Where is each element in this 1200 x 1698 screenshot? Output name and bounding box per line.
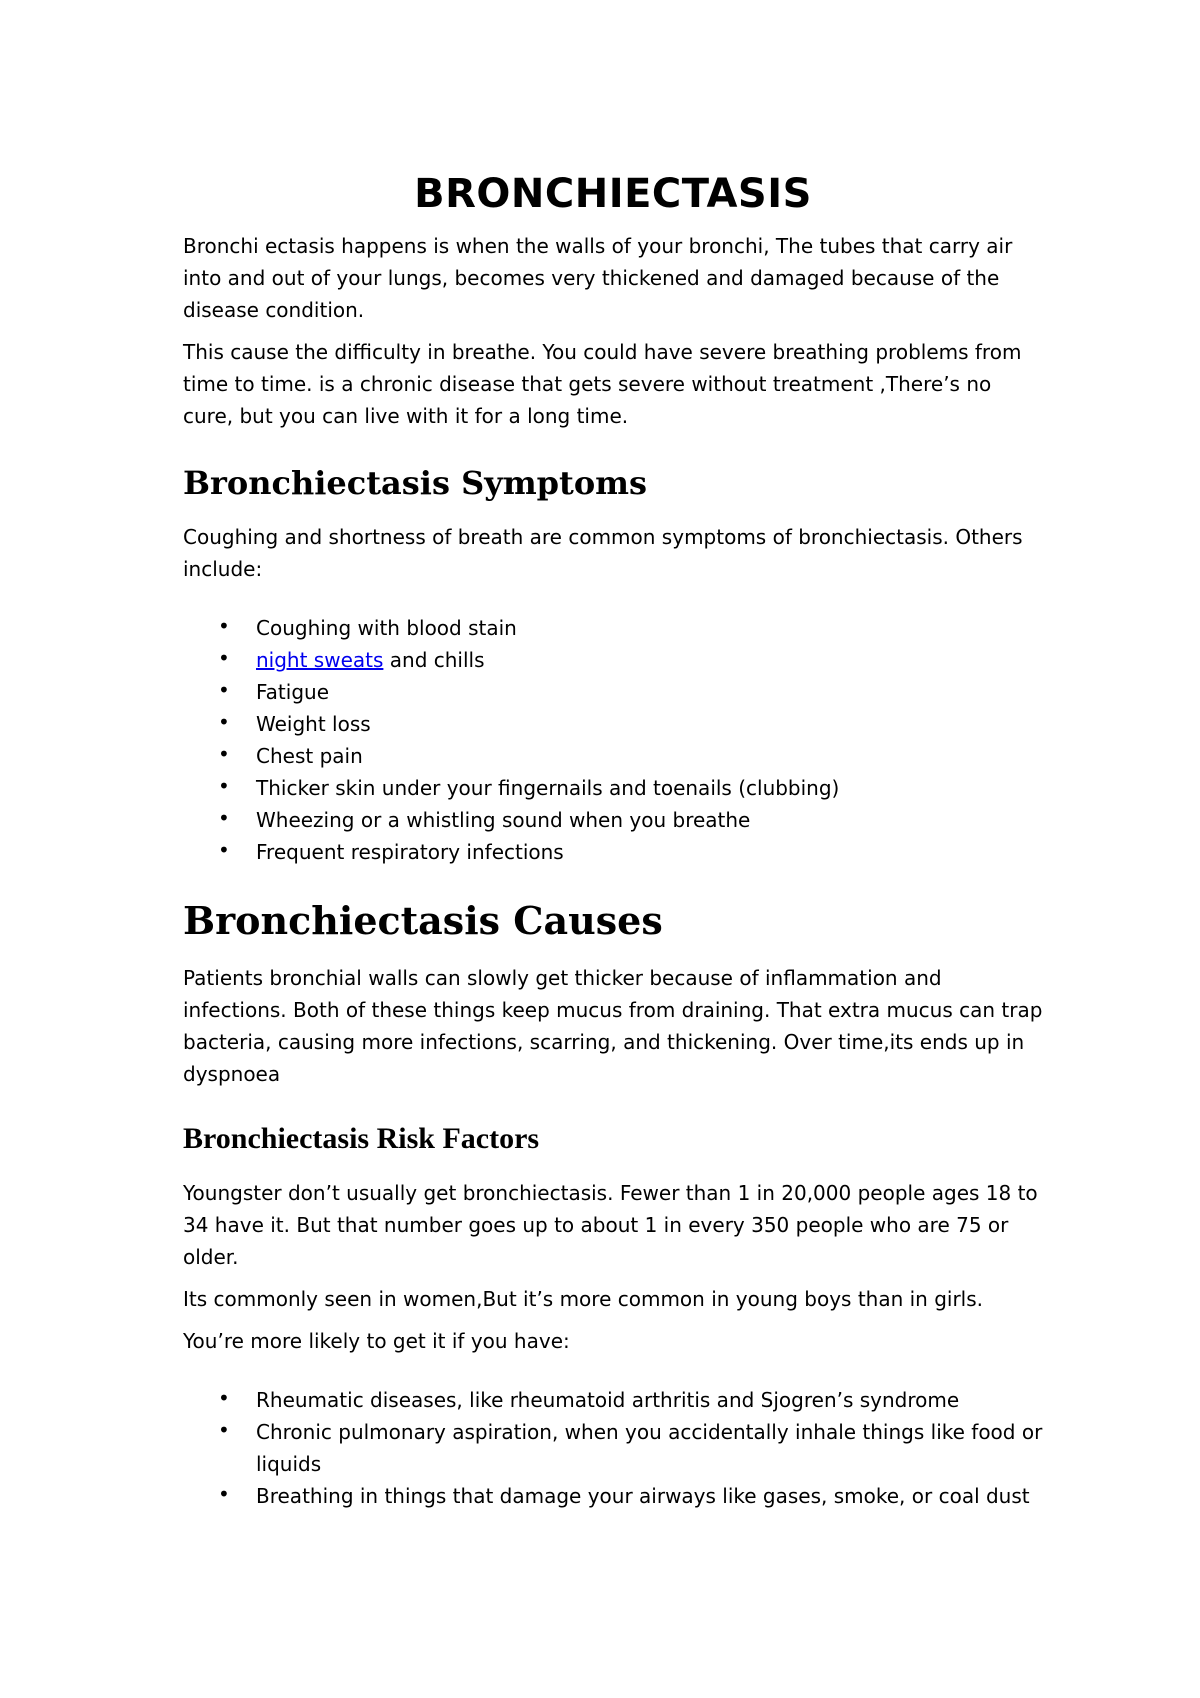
list-item [183,1384,1043,1416]
risk-paragraph-2: Its commonly seen in women,But it’s more common in young boys than in girls. [183,1287,984,1311]
intro-paragraph-2: This cause the difficulty in breathe. You could have severe breathing problems from time to time. is a chronic disease that gets severe without treatment ,There’s no cure, but you can live with it for a long time. [183,340,1022,428]
list-item-text: Thicker skin under your fingernails and toenails (clubbing) [256,776,840,800]
bullet-icon: • [218,614,230,638]
risk-factors-list [183,1384,1043,1512]
bullet-icon: • [218,1482,230,1506]
list-item [183,708,1043,740]
list-item-text: Chronic pulmonary aspiration, when you accidentally inhale things like food or liquids [256,1420,1043,1476]
list-item-text: Breathing in things that damage your airways like gases, smoke, or coal dust [256,1484,1030,1508]
intro-paragraph-1: Bronchi ectasis happens is when the walls of your bronchi, The tubes that carry air into and out of your lungs, becomes very thickened and damaged because of the disease condition. [183,234,1013,322]
bullet-icon: • [218,838,230,862]
bullet-icon: • [218,678,230,702]
symptoms-list [183,612,1043,868]
list-item-text: Coughing with blood stain [256,616,517,640]
risk-factors-heading: Bronchiectasis Risk Factors [183,1122,540,1155]
list-item [183,676,1043,708]
risk-paragraph-3: You’re more likely to get it if you have: [183,1329,570,1353]
list-item [183,804,1043,836]
list-item-text: Chest pain [256,744,363,768]
list-item [183,740,1043,772]
night-sweats-link[interactable]: night sweats [256,648,384,672]
list-item [183,644,1043,676]
list-item-text: Frequent respiratory infections [256,840,564,864]
bullet-icon: • [218,742,230,766]
bullet-icon: • [218,1386,230,1410]
list-item-text: and chills [389,648,485,672]
list-item [183,612,1043,644]
symptoms-heading: Bronchiectasis Symptoms [183,464,648,502]
symptoms-intro: Coughing and shortness of breath are common symptoms of bronchiectasis. Others include: [183,525,1023,581]
bullet-icon: • [218,806,230,830]
bullet-icon: • [218,1418,230,1442]
list-item-text: Rheumatic diseases, like rheumatoid arthritis and Sjogren’s syndrome [256,1388,960,1412]
causes-heading: Bronchiectasis Causes [183,898,663,943]
list-item [183,1416,1043,1480]
list-item [183,772,1043,804]
bullet-icon: • [218,774,230,798]
list-item-text: Wheezing or a whistling sound when you breathe [256,808,751,832]
bullet-icon: • [218,646,230,670]
bullet-icon: • [218,710,230,734]
list-item-text: Weight loss [256,712,371,736]
risk-paragraph-1: Youngster don’t usually get bronchiectasis. Fewer than 1 in 20,000 people ages 18 to 34 have it. But that number goes up to about 1 in every 350 people who are 75 or older. [183,1181,1038,1269]
list-item [183,1480,1043,1512]
document-content [183,170,1043,1512]
page-title: BRONCHIECTASIS [414,171,812,217]
list-item-text: Fatigue [256,680,329,704]
causes-paragraph: Patients bronchial walls can slowly get thicker because of inflammation and infections. Both of these things keep mucus from draining. That extra mucus can trap bacteria, causing more infections, scarring, and thickening. Over time,its ends up in dyspnoea [183,966,1043,1086]
list-item [183,836,1043,868]
